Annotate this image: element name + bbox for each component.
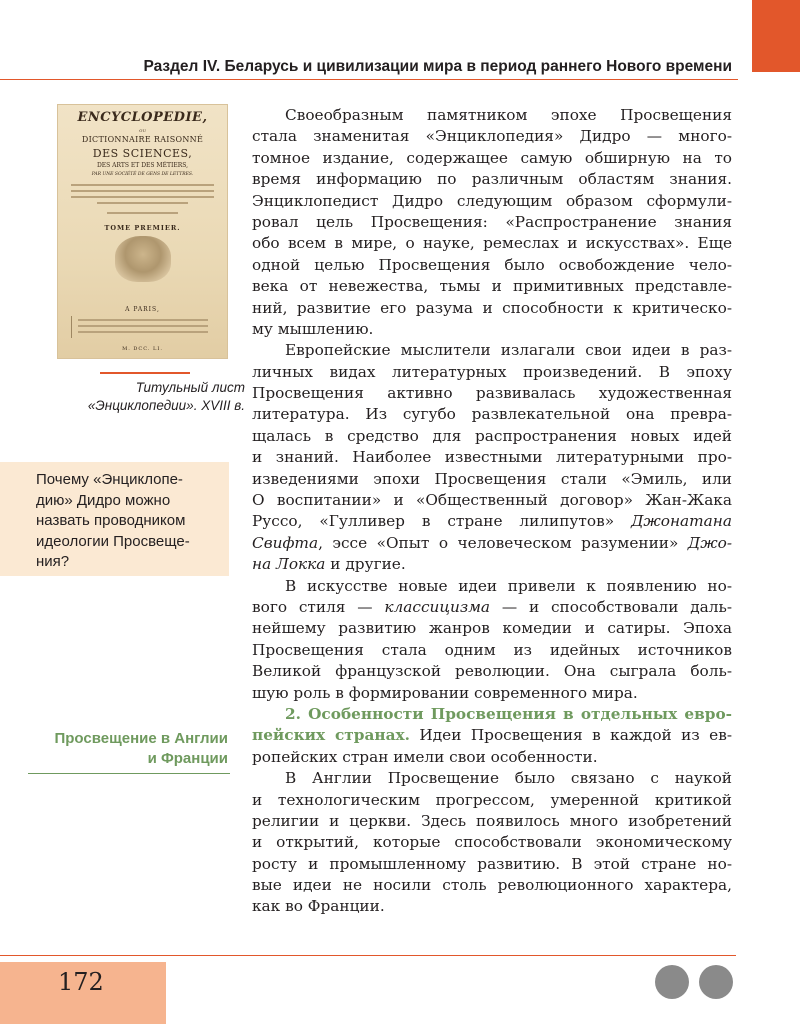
image-text-block-2: [71, 190, 214, 192]
text-line: и технологическим прогрессом, умеренной критикой: [252, 790, 732, 809]
text-line: обо всем в мире, о науке, ремеслах и искусствах». Еще: [252, 234, 732, 253]
image-publishers-block: [71, 316, 215, 338]
question-line: назвать проводником: [36, 512, 186, 530]
header-divider: [0, 79, 738, 80]
image-caption: [40, 379, 245, 415]
text-line: Великой французской революции. Она сыграла боль-: [252, 662, 732, 681]
text-line: литература. Из сугубо развлекательной она превра-: [252, 405, 732, 424]
decorative-dot-icon: [699, 965, 733, 999]
text-line: время информацию по различным областям знания.: [252, 170, 732, 189]
caption-divider: [100, 372, 190, 374]
text-line: как во Франции.: [252, 897, 385, 916]
text-line: Своеобразным памятником эпохе Просвещения: [285, 106, 732, 124]
section-heading: 2. Особенности Просвещения в отдельных евро-: [285, 704, 732, 723]
image-text-block-3: [71, 196, 214, 198]
text-line: В Англии Просвещение было связано с наукой: [285, 769, 732, 788]
text-line: вые идеи не носили столь революционного характера,: [252, 876, 732, 895]
text-line: росту и промышленному развитию. В этой стране но-: [252, 854, 732, 873]
text-line: на Локка и другие.: [252, 555, 406, 574]
question-line: дию» Дидро можно: [36, 491, 171, 509]
text-line: и открытий, которые способствовали экономическому: [252, 833, 732, 852]
text-line: изведениями эпохи Просвещения стали «Эмиль, или: [252, 469, 732, 488]
image-text-block-5: [107, 212, 178, 214]
text-line: Энциклопедист Дидро следующим образом сформули-: [252, 191, 732, 210]
header-accent-tab: [752, 0, 800, 72]
text-line: О воспитании» и «Общественный договор» Жан-Жака: [252, 491, 732, 510]
text-line: Руссо, «Гулливер в стране лилипутов» Джонатана: [252, 512, 732, 531]
text-line: томное издание, содержащее самую обширную на то: [252, 148, 732, 167]
margin-heading-line: и Франции: [147, 750, 228, 767]
text-line: религии и церкви. Здесь появилось много изобретений: [252, 811, 732, 830]
decorative-dot-icon: [655, 965, 689, 999]
question-line: ния?: [36, 553, 70, 571]
text-line: века от невежества, тьмы и примитивных представле-: [252, 277, 732, 296]
image-city-text: A PARIS,: [125, 306, 160, 313]
text-line: Свифта, эссе «Опыт о человеческом разумении» Джо-: [252, 533, 732, 552]
image-tome-text: TOME PREMIER.: [104, 224, 181, 232]
question-line: идеологии Просвеще-: [36, 532, 190, 550]
text-line: пейских странах. Идеи Просвещения в каждой из ев-: [252, 726, 732, 745]
text-line: нейшему развитию жанров комедии и сатиры. Эпоха: [252, 619, 732, 638]
text-line: ровал цель Просвещения: «Распространение знания: [252, 212, 732, 231]
text-line: шую роль в формировании современного мира.: [252, 683, 638, 702]
text-line: ропейских стран имели свои особенности.: [252, 747, 598, 766]
image-text-block-4: [97, 202, 188, 204]
text-line: му мышлению.: [252, 319, 374, 338]
section-header: Раздел IV. Беларусь и цивилизации мира в период раннего Нового времени: [143, 58, 732, 75]
question-text: [36, 470, 226, 573]
image-subtitle-2: DES SCIENCES,: [92, 147, 193, 160]
image-subtitle-1: DICTIONNAIRE RAISONNÉ: [81, 135, 204, 144]
margin-heading-line: Просвещение в Англии: [54, 730, 228, 747]
caption-line: Титульный лист: [135, 380, 245, 395]
text-line: вого стиля — классицизма — и способствовали даль-: [252, 597, 732, 616]
text-line: В искусстве новые идеи привели к появлению но-: [285, 576, 732, 595]
question-line: Почему «Энциклопе-: [36, 471, 183, 488]
image-date-text: M. DCC. LI.: [122, 346, 163, 352]
text-line: личных видах литературных произведений. В эпоху: [252, 362, 732, 381]
text-line: щалась в средство для распространения новых идей: [252, 426, 732, 445]
text-line: стала знаменитая «Энциклопедия» Дидро — много-: [252, 127, 732, 146]
main-text: [252, 105, 732, 918]
text-line: Европейские мыслители излагали свои идеи в раз-: [285, 341, 732, 360]
text-line: Просвещения активно развивалась художественная: [252, 384, 732, 403]
image-subtitle-4: PAR UNE SOCIÉTÉ DE GENS DE LETTRES.: [91, 172, 194, 177]
image-subtitle-3: DES ARTS ET DES MÉTIERS,: [96, 162, 189, 169]
image-vignette: [115, 236, 171, 282]
image-title-text: ENCYCLOPEDIE,: [77, 110, 208, 125]
image-ou-text: OU: [139, 128, 146, 133]
margin-heading: [20, 729, 228, 769]
page-number: 172: [58, 968, 104, 996]
caption-line: «Энциклопедии». XVIII в.: [87, 398, 245, 413]
margin-heading-divider: [28, 773, 230, 774]
text-line: одной целью Просвещения было освобождение чело-: [252, 255, 732, 274]
text-line: Просвещения стала одним из идейных источников: [252, 640, 732, 659]
encyclopedie-title-page-image: [57, 104, 228, 359]
text-line: ний, развитие его разума и способности к критическо-: [252, 298, 732, 317]
text-line: и знаний. Наиболее известными литературными про-: [252, 448, 732, 467]
image-text-block-1: [71, 184, 214, 186]
footer-divider: [0, 955, 736, 956]
